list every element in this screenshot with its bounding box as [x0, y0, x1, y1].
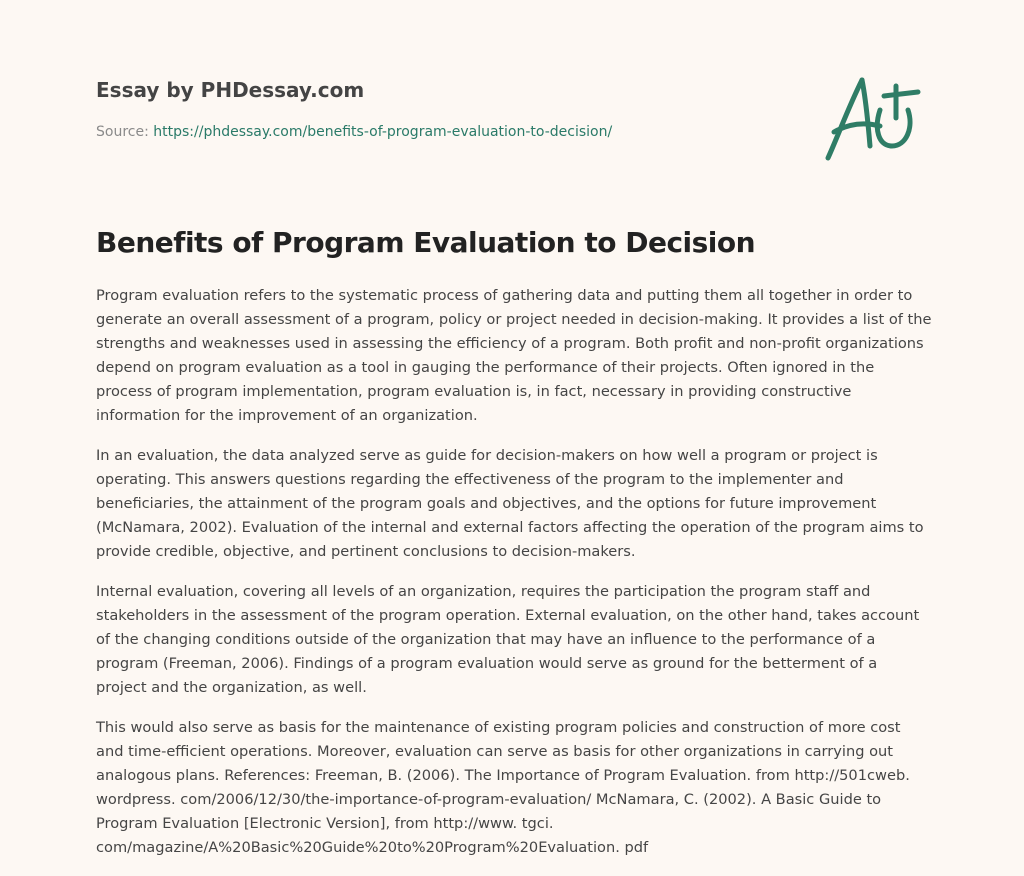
essay-paragraph: Program evaluation refers to the systematic process of gathering data and putting them all together in order to generate an overall assessment of a program, policy or project needed in decision-making. It provides a list of the strengths and weaknesses used in assessing the efficiency of a program. Both profit and non-profit organizations depend on program evaluation as a tool in gauging the performance of their projects. Often ignored in the process of program implementation, program evaluation is, in fact, necessary in providing constructive information for the improvement of an organization.	[96, 287, 932, 424]
site-brand: Essay by PHDessay.com	[96, 78, 365, 102]
essay-title: Benefits of Program Evaluation to Decision	[96, 226, 756, 259]
source-line	[96, 124, 612, 140]
source-link[interactable]: https://phdessay.com/benefits-of-program-evaluation-to-decision/	[153, 124, 613, 140]
a-plus-logo-icon	[822, 66, 926, 166]
essay-paragraph: Internal evaluation, covering all levels of an organization, requires the participation the program staff and stakeholders in the assessment of the program operation. External evaluation, on the other hand, takes account of the changing conditions outside of the organization that may have an influence to the performance of a program (Freeman, 2006). Findings of a program evaluation would serve as ground for the betterment of a project and the organization, as well.	[96, 583, 920, 696]
essay-paragraph: This would also serve as basis for the maintenance of existing program policies and construction of more cost and time-efficient operations. Moreover, evaluation can serve as basis for other organizations in carrying out analogous plans. References: Freeman, B. (2006). The Importance of Program Evaluation. from http://501cweb. wordpress. com/2006/12/30/the-importance-of-program-evaluation/ McNamara, C. (2002). A Basic Guide to Program Evaluation [Electronic Version], from http://www. tgci. com/magazine/A%20Basic%20Guide%20to%20Program%20Evaluation. pdf	[96, 719, 910, 856]
source-label: Source:	[96, 124, 154, 140]
essay-body	[96, 284, 932, 876]
essay-paragraph: In an evaluation, the data analyzed serve as guide for decision-makers on how well a program or project is operating. This answers questions regarding the effectiveness of the program to the implementer and beneficiaries, the attainment of the program goals and objectives, and the options for future improvement (McNamara, 2002). Evaluation of the internal and external factors affecting the operation of the program aims to provide credible, objective, and pertinent conclusions to decision-makers.	[96, 447, 924, 560]
essay-page	[96, 0, 932, 856]
essay-header	[96, 0, 932, 200]
